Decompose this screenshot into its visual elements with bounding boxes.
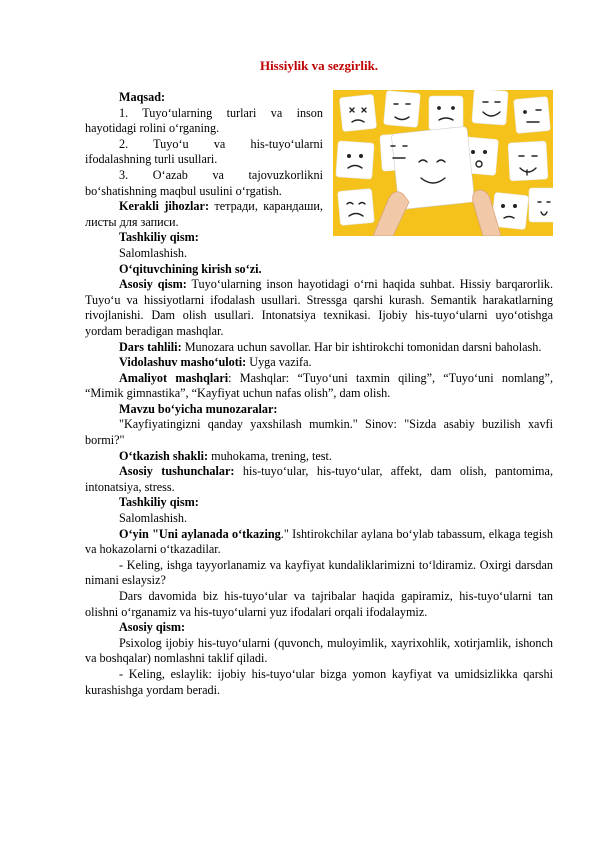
paragraph	[85, 464, 553, 495]
paragraph-label: Asosiy tushunchalar:	[119, 464, 235, 479]
paragraph-label: Amaliyot mashqlari	[119, 370, 229, 385]
paragraph	[85, 340, 553, 356]
paragraph	[85, 262, 553, 278]
paragraph-text: 1. Tuyo‘ularning turlari va inson hayotidagi rolini o‘rganing.	[85, 105, 323, 136]
paragraph	[85, 620, 553, 636]
paragraph-text: Salomlashish.	[119, 245, 188, 260]
paragraph-text: : Mashqlar: “Tuyo‘uni taxmin qiling”, “Tuyo‘uni nomlang”, “Mimik gimnastika”, “Kayfiyat uchun nafas olish”, dam olish.	[85, 370, 553, 401]
paragraph	[85, 558, 553, 589]
paragraph-label: O‘tkazish shakli:	[119, 448, 209, 463]
paragraph-label: Asosiy qism:	[119, 620, 186, 635]
paragraph-text: ." Ishtirokchilar aylana bo‘ylab tabassum, elkaga tegish va hokazolarni o‘tkazadilar.	[85, 526, 553, 557]
paragraph	[85, 417, 553, 448]
paragraph	[85, 402, 553, 418]
paragraph-label: Maqsad:	[119, 90, 166, 104]
paragraph	[85, 449, 553, 465]
emoji-faces-photo	[333, 90, 553, 236]
paragraph-label: O‘qituvchining kirish so‘zi.	[119, 261, 262, 276]
paragraph-label: Tashkiliy qism:	[119, 230, 199, 245]
paragraph-label: Kerakli jihozlar:	[119, 199, 209, 214]
paragraph-text: "Kayfiyatingizni qanday yaxshilash mumkin." Sinov: "Sizda asabiy buzilish xavfi bormi?"	[85, 417, 553, 448]
paragraph-label: Vidolashuv masho‘uloti:	[119, 355, 247, 370]
paragraph-label: Asosiy qism:	[119, 277, 187, 292]
paragraph-text: Psixolog ijobiy his-tuyo‘ularni (quvonch, muloyimlik, xayrixohlik, xotirjamlik, ishonch va boshqalar) nomlashni taklif qiladi.	[85, 635, 553, 666]
paragraph-text: - Keling, eslaylik: ijobiy his-tuyo‘ular bizga yomon kayfiyat va umidsizlikka qarshi kurashishga yordam beradi.	[85, 666, 553, 697]
paragraph-label: Tashkiliy qism:	[119, 495, 199, 510]
paragraph	[85, 667, 553, 698]
paragraph-text: Munozara uchun savollar. Har bir ishtirokchi tomonidan darsni baholash.	[181, 339, 542, 354]
paragraph-text: 3. O‘azab va tajovuzkorlikni bo‘shatishning maqbul usulini o‘rgatish.	[85, 167, 323, 198]
paragraph	[85, 355, 553, 371]
paragraph	[85, 246, 553, 262]
paragraph	[85, 527, 553, 558]
paragraph-text: muhokama, trening, test.	[208, 448, 332, 463]
page-title: Hissiylik va sezgirlik.	[259, 58, 379, 73]
paragraph-label: O‘yin "Uni aylanada o‘tkazing	[119, 526, 281, 541]
paragraph	[85, 589, 553, 620]
paragraph	[85, 511, 553, 527]
paragraph	[85, 371, 553, 402]
paragraph-text: тетради, карандаши, листы для записи.	[85, 199, 323, 229]
paragraph-text: Tuyo‘ularning inson hayotidagi o‘rni haqida suhbat. Hissiy barqarorlik. Tuyo‘u va hissiyotlarni ifodalash usullari. Stressga qarshi kurash. Semantik harakatlarning rivojlanishi. Dam olish usullari. Intonatsiya texnikasi. Ijobiy his-tuyo‘ularni uyo‘otishga yordam beradigan mashqlar.	[85, 277, 553, 338]
paragraph-text: - Keling, ishga tayyorlanamiz va kayfiyat kundaliklarimizni to‘ldiramiz. Oxirgi darsdan nimani eslaysiz?	[85, 557, 553, 588]
paragraph-text: his-tuyo‘ular, his-tuyo‘ular, affekt, dam olish, pantomima, intonatsiya, stress.	[85, 464, 553, 494]
paragraph-label: Mavzu bo‘yicha munozaralar:	[119, 401, 278, 416]
paragraph-label: Dars tahlili:	[119, 339, 182, 354]
document-body	[85, 90, 553, 698]
paragraph-text: 2. Tuyo‘u va his-tuyo‘ularni ifodalashning turli usullari.	[85, 136, 323, 167]
paragraph-text: Uyga vazifa.	[246, 355, 312, 370]
paragraph	[85, 495, 553, 511]
paragraph	[85, 277, 553, 339]
paragraph-text: Salomlashish.	[119, 511, 188, 526]
paragraph-text: Dars davomida biz his-tuyo‘ular va tajribalar haqida gapiramiz, his-tuyo‘ularni tan olishni o‘rganamiz va his-tuyo‘ularni yuz ifodalari orqali ifodalaymiz.	[85, 589, 553, 619]
paragraph	[85, 636, 553, 667]
